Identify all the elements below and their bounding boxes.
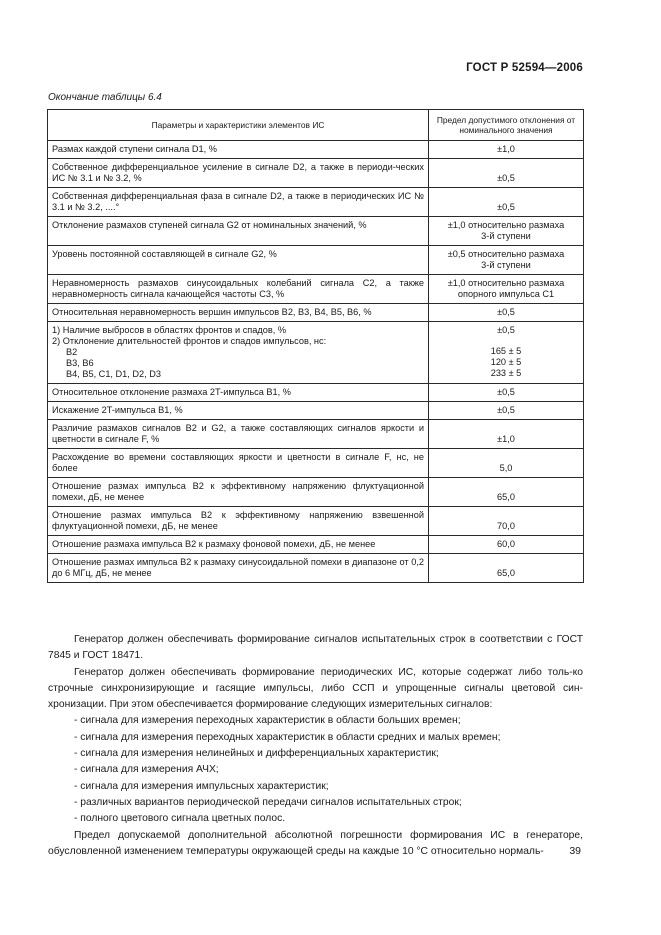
- table-row: [48, 304, 584, 322]
- param-cell: [48, 159, 429, 188]
- value-text: ±0,5: [497, 202, 515, 212]
- value-text: 233 ± 5: [490, 368, 522, 378]
- table-row: [48, 246, 584, 275]
- param-text: 1) Наличие выбросов в областях фронтов и спадов, %: [52, 325, 287, 335]
- value-text: 65,0: [497, 492, 515, 502]
- param-cell: [48, 322, 429, 384]
- value-text: 60,0: [497, 539, 515, 549]
- table-header-row: [48, 110, 584, 141]
- list-item: - сигнала для измерения нелинейных и дифференциальных характеристик;: [74, 748, 439, 760]
- param-text: В2: [66, 347, 78, 357]
- table-row: [48, 275, 584, 304]
- column-header-param: Параметры и характеристики элементов ИС: [48, 110, 429, 141]
- list-item: - сигнала для измерения переходных характеристик в области больших времен;: [74, 715, 461, 727]
- list-item: - сигнала для измерения импульсных характеристик;: [74, 780, 329, 792]
- value-text: ±0,5: [497, 325, 515, 335]
- param-cell: [48, 420, 429, 449]
- table-row: [48, 554, 584, 583]
- param-cell: [48, 275, 429, 304]
- param-text: Отношение размах импульса В2 к эффективному напряжению взвешенной флуктуационной помехи, дБ, не менее: [52, 510, 424, 531]
- param-cell: [48, 536, 429, 554]
- param-text: Уровень постоянной составляющей в сигнале G2, %: [52, 249, 277, 259]
- value-cell: [429, 384, 584, 402]
- signal-list: [48, 713, 583, 827]
- param-cell: [48, 449, 429, 478]
- param-cell: [48, 402, 429, 420]
- param-cell: [48, 478, 429, 507]
- param-text: Различие размахов сигналов В2 и G2, а также составляющих сигналов яркости и цветности в сигнале F, %: [52, 423, 424, 444]
- table-row: [48, 420, 584, 449]
- value-cell: [429, 554, 584, 583]
- param-text: Отношение размах импульса В2 к эффективному напряжению флуктуационной помехи, дБ, не менее: [52, 481, 424, 502]
- param-text: Относительное отклонение размаха 2T-импульса В1, %: [52, 387, 291, 397]
- column-header-value: Предел допустимого отклонения от номинального значения: [429, 110, 584, 141]
- table-row: [48, 384, 584, 402]
- value-cell: [429, 420, 584, 449]
- value-cell: [429, 507, 584, 536]
- table-row: [48, 536, 584, 554]
- param-cell: [48, 141, 429, 159]
- table-row: [48, 322, 584, 384]
- param-text: Отношение размаха импульса В2 к размаху фоновой помехи, дБ, не менее: [52, 539, 376, 549]
- param-text: Собственное дифференциальное усиление в сигнале D2, а также в периоди-ческих ИС № 3.1 и № 3.2, %: [52, 162, 424, 183]
- param-text: Относительная неравномерность вершин импульсов В2, В3, В4, В5, В6, %: [52, 307, 372, 317]
- paragraph: Генератор должен обеспечивать формирование периодических ИС, которые содержат либо толь-ко строчные синхронизирующие и гасящие импульсы, либо ССП и упрощенные сигналы цветовой син-хронизации. При этом обеспечивается формирование следующих измерительных сигналов:: [48, 666, 583, 711]
- param-text: Расхождение во времени составляющих яркости и цветности в сигнале F, нс, не более: [52, 452, 424, 473]
- value-text: 65,0: [497, 568, 515, 578]
- param-cell: [48, 507, 429, 536]
- value-text: 120 ± 5: [490, 357, 522, 367]
- value-text: ±0,5: [497, 307, 515, 317]
- value-text: ±1,0 относительно размаха: [447, 220, 565, 230]
- table-row: [48, 217, 584, 246]
- value-text: 165 ± 5: [490, 346, 522, 356]
- value-text: 5,0: [499, 463, 513, 473]
- list-item: - различных вариантов периодической передачи сигналов испытательных строк;: [74, 796, 462, 808]
- table-row: [48, 188, 584, 217]
- param-cell: [48, 217, 429, 246]
- list-item: - полного цветового сигнала цветных полос.: [74, 813, 286, 825]
- table-row: [48, 478, 584, 507]
- list-item: - сигнала для измерения переходных характеристик в области средних и малых времен;: [74, 731, 501, 743]
- value-cell: [429, 478, 584, 507]
- value-cell: [429, 141, 584, 159]
- param-cell: [48, 188, 429, 217]
- param-text: Отношение размах импульса В2 к размаху синусоидальной помехи в диапазоне от 0,2 до 6 МГц, дБ, не менее: [52, 557, 424, 578]
- table-row: [48, 141, 584, 159]
- param-cell: [48, 384, 429, 402]
- table-row: [48, 402, 584, 420]
- param-text: Собственная дифференциальная фаза в сигнале D2, а также в периодических ИС № 3.1 и № 3.2, ....°: [52, 191, 424, 212]
- paragraph: Генератор должен обеспечивать формирование сигналов испытательных строк в соответствии с ГОСТ 7845 и ГОСТ 18471.: [48, 634, 583, 662]
- table-row: [48, 507, 584, 536]
- param-text: Неравномерность размахов синусоидальных колебаний сигнала С2, а также неравномерность сигнала качающейся частоты С3, %: [52, 278, 424, 299]
- value-cell: [429, 275, 584, 304]
- value-cell: [429, 304, 584, 322]
- param-text: В3, В6: [66, 358, 94, 368]
- value-text: 3-й ступени: [481, 260, 531, 270]
- param-cell: [48, 246, 429, 275]
- value-cell: [429, 217, 584, 246]
- value-text: опорного импульса С1: [457, 289, 555, 299]
- spec-table: [47, 109, 584, 583]
- param-cell: [48, 304, 429, 322]
- value-text: 70,0: [497, 521, 515, 531]
- table-row: [48, 159, 584, 188]
- value-cell: [429, 449, 584, 478]
- value-cell: [429, 159, 584, 188]
- value-cell: [429, 246, 584, 275]
- document-code: ГОСТ Р 52594—2006: [466, 62, 583, 74]
- value-cell: [429, 188, 584, 217]
- value-text: ±0,5: [497, 173, 515, 183]
- page-number: 39: [569, 845, 581, 857]
- param-text: Размах каждой ступени сигнала D1, %: [52, 144, 217, 154]
- value-cell: [429, 536, 584, 554]
- param-text: Искажение 2T-импульса В1, %: [52, 405, 183, 415]
- value-cell: [429, 322, 584, 384]
- value-text: ±0,5 относительно размаха: [447, 249, 565, 259]
- value-text: 3-й ступени: [481, 231, 531, 241]
- param-cell: [48, 554, 429, 583]
- value-text: ±1,0 относительно размаха: [447, 278, 565, 288]
- table-caption: Окончание таблицы 6.4: [48, 92, 162, 103]
- param-text: В4, В5, С1, D1, D2, D3: [66, 369, 161, 379]
- param-text: 2) Отклонение длительностей фронтов и спадов импульсов, нс:: [52, 336, 327, 346]
- list-item: - сигнала для измерения АЧХ;: [74, 764, 219, 776]
- paragraph: Предел допускаемой дополнительной абсолютной погрешности формирования ИС в генераторе, обусловленной изменением температуры окружающей среды на каждые 10 °С относительно нормаль-: [48, 829, 583, 857]
- value-text: ±0,5: [497, 387, 515, 397]
- param-text: Отклонение размахов ступеней сигнала G2 от номинальных значений, %: [52, 220, 367, 230]
- value-text: ±1,0: [497, 434, 515, 444]
- body-text: [48, 632, 583, 860]
- table-row: [48, 449, 584, 478]
- value-cell: [429, 402, 584, 420]
- value-text: ±0,5: [497, 405, 515, 415]
- value-text: ±1,0: [497, 144, 515, 154]
